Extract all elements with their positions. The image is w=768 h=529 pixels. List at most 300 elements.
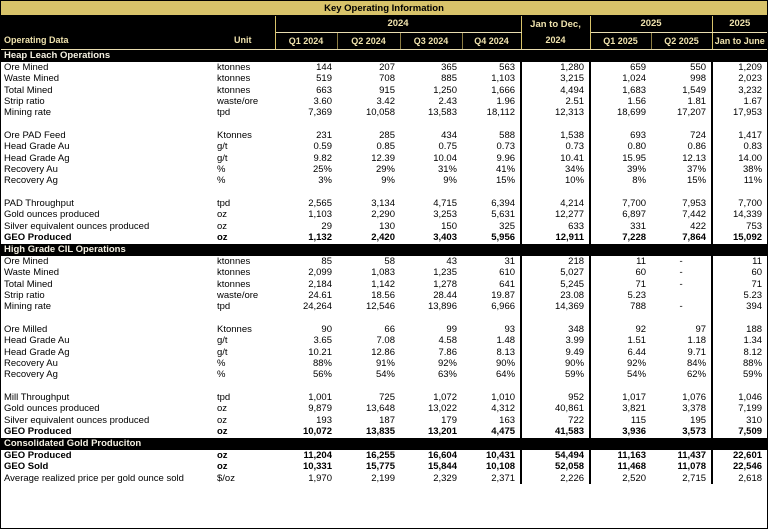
value-cell: 0.75 [438,141,457,153]
value-cell: 11,163 [617,450,647,461]
value-cell: 3,378 [651,403,712,414]
value-cell: 31 [462,256,521,267]
value-cell: 90 [321,324,332,336]
row-unit: g/t [217,346,228,358]
value-cell: 10,108 [462,461,521,472]
row-label: Recovery Au [4,358,58,370]
value-cell [712,381,767,392]
value-cell: 365 [441,62,457,73]
value-cell: 99 [446,324,457,336]
value-cell: 3,936 [622,426,647,438]
header-spacer [1,16,275,32]
value-cell: 39% [627,164,647,176]
value-cell: 310 [746,414,763,426]
value-cell: 66 [384,324,395,336]
value-cell: 325 [462,221,521,232]
table-row [1,256,767,267]
value-cell: 10% [521,175,590,186]
value-cell: 1.34 [743,335,763,347]
value-cell: 5.23 [743,290,763,302]
value-cell: 2,099 [308,267,332,279]
table-row [1,279,767,290]
value-cell: 41,583 [521,426,590,437]
value-cell: 218 [521,256,590,267]
value-cell: 9% [443,175,457,187]
value-cell: 1,549 [651,85,712,96]
value-cell: 1.81 [651,96,712,107]
row-unit: tpd [217,107,231,119]
value-cell: 563 [462,62,521,73]
value-cell: 0.80 [627,141,647,153]
row-unit: oz [217,450,228,461]
value-cell: 722 [521,415,590,426]
row-label: Silver equivalent ounces produced [4,220,150,232]
row-label: GEO Produced [4,450,72,461]
value-cell: 1,072 [433,392,457,404]
value-cell: 3,232 [738,84,763,96]
table-row [1,301,767,312]
value-cell: 60 [635,267,647,279]
table-row [1,130,767,141]
value-cell: 7,199 [738,403,763,415]
value-cell: 10.41 [521,153,590,164]
value-cell: 17,207 [651,107,712,118]
value-cell: 90% [462,358,521,369]
value-cell: 2,329 [433,472,457,484]
value-cell: 10,072 [302,426,332,438]
value-cell: 0.73 [462,141,521,152]
value-cell: 2,618 [738,472,763,484]
row-label: Head Grade Au [4,335,70,347]
row-label [1,119,211,130]
value-cell: 22,601 [732,450,763,461]
value-cell: 2,420 [371,232,395,244]
value-cell: 1,250 [433,84,457,96]
value-cell: 2.43 [438,96,457,108]
value-cell: 3.60 [313,96,332,108]
value-cell: 2.51 [521,96,590,107]
value-cell: 19.87 [462,290,521,301]
value-cell: 7,369 [308,107,332,119]
value-cell [275,119,337,130]
row-label [1,313,211,324]
value-cell: 3.65 [313,335,332,347]
row-unit: oz [217,403,228,415]
value-cell: 2,226 [521,473,590,484]
value-cell: 9% [381,175,395,187]
value-cell: 7,700 [622,198,647,210]
row-unit: % [217,358,226,370]
row-label: Mill Throughput [4,392,70,404]
value-cell: 16,255 [365,450,395,461]
row-unit: oz [217,426,228,438]
table-row [1,426,767,437]
value-cell: 5,956 [462,232,521,243]
value-cell: 1,103 [462,73,521,84]
table-row [1,73,767,84]
header-group-2024: 2024 [275,16,521,32]
value-cell: 195 [651,415,712,426]
value-cell: 6,897 [622,209,647,221]
table-row [1,164,767,175]
value-cell: 1,010 [462,392,521,403]
value-cell: 8% [632,175,647,187]
value-cell: 659 [630,62,647,73]
value-cell: 22,546 [732,461,763,473]
value-cell [651,187,712,198]
value-cell: 24,264 [302,301,332,313]
table-row [1,392,767,403]
section-title: Heap Leach Operations [1,49,767,62]
value-cell: 915 [379,84,395,96]
value-cell: 3,821 [622,403,647,415]
value-cell: 88% [743,358,763,370]
value-cell [712,187,767,198]
value-cell: 97 [651,324,712,335]
row-unit: Ktonnes [217,130,252,142]
row-unit: Ktonnes [217,324,252,336]
value-cell: 13,835 [365,426,395,438]
table-row [1,267,767,278]
value-cell: 11,078 [651,461,712,472]
value-cell [400,187,462,198]
value-cell: 348 [521,324,590,335]
table-row [1,153,767,164]
value-cell: 64% [462,369,521,380]
row-label: Total Mined [4,278,53,290]
table-row [1,198,767,209]
row-unit [211,119,275,130]
value-cell: 4.58 [438,335,457,347]
row-label: Ore Mined [4,62,49,73]
section-title: Consolidated Gold Produciton [1,438,767,451]
value-cell: 2,290 [371,209,395,221]
row-label: PAD Throughput [4,198,74,210]
row-unit: waste/ore [217,290,259,302]
value-cell: - [651,279,712,290]
value-cell: 1,046 [738,392,763,404]
value-cell: 54,494 [521,450,590,461]
value-cell: 1,083 [371,267,395,279]
column-header-q2-2025: Q2 2025 [651,32,712,49]
value-cell: 40,861 [521,403,590,414]
row-label: Strip ratio [4,290,45,302]
value-cell: 1,209 [738,62,763,73]
value-cell: 71 [751,278,763,290]
value-cell: 10.04 [433,152,457,164]
value-cell: 63% [437,369,457,381]
value-cell: 998 [651,73,712,84]
value-cell: 1,683 [622,84,647,96]
value-cell: 285 [379,130,395,142]
value-cell: 1.56 [627,96,647,108]
table-row [1,335,767,346]
value-cell: 18,699 [616,107,647,119]
value-cell: 550 [651,62,712,73]
value-cell: 115 [630,414,647,426]
spacer-row [1,187,767,198]
value-cell: 7,700 [738,198,763,210]
value-cell: 753 [746,220,763,232]
header-jan-to-dec-line1: Jan to Dec, [521,16,590,32]
value-cell: 9.49 [521,347,590,358]
table-row [1,473,767,484]
value-cell [337,119,400,130]
value-cell [462,313,521,324]
value-cell: 24.61 [308,290,332,302]
value-cell: 2,371 [462,473,521,484]
row-label: Recovery Ag [4,369,58,381]
value-cell: 3,573 [651,426,712,437]
value-cell: 179 [441,414,457,426]
row-label: Gold ounces produced [4,403,100,415]
value-cell: 3,253 [433,209,457,221]
value-cell [337,381,400,392]
value-cell: 610 [462,267,521,278]
value-cell: 84% [651,358,712,369]
table-row [1,141,767,152]
value-cell: 60 [751,267,763,279]
value-cell [590,187,651,198]
value-cell: 5,631 [462,209,521,220]
value-cell: 54% [627,369,647,381]
header-columns-row [1,32,767,49]
page-title: Key Operating Information [324,2,444,14]
table-row [1,347,767,358]
table-row [1,290,767,301]
value-cell: 15,844 [427,461,457,473]
row-label: Ore Mined [4,256,49,267]
value-cell: 1,142 [371,278,395,290]
value-cell: 14,339 [732,209,763,221]
value-cell: 724 [651,130,712,141]
table-row [1,461,767,472]
value-cell: 1,017 [622,392,647,404]
value-cell: 15.95 [622,152,647,164]
row-unit: tpd [217,301,231,313]
section-header-row [1,438,767,451]
value-cell [590,313,651,324]
value-cell [275,313,337,324]
value-cell: 1,076 [651,392,712,403]
value-cell: - [651,256,712,267]
row-unit: g/t [217,152,228,164]
value-cell [651,119,712,130]
value-cell: 92% [627,358,647,370]
value-cell: 90% [521,358,590,369]
value-cell: 144 [316,62,332,73]
header-jan-to-june-line1: 2025 [712,16,767,32]
table-row [1,107,767,118]
value-cell: 1,132 [308,232,332,244]
table-row [1,62,767,73]
value-cell: 0.59 [313,141,332,153]
value-cell: 88% [312,358,332,370]
row-label: GEO Sold [4,461,49,473]
value-cell [400,119,462,130]
row-label: Mining rate [4,301,51,313]
value-cell: 92% [437,358,457,370]
value-cell: 13,022 [427,403,457,415]
value-cell [521,381,590,392]
value-cell: 14,369 [521,301,590,312]
value-cell: 59% [743,369,763,381]
value-cell: 788 [630,301,647,313]
value-cell: 6.44 [627,346,647,358]
value-cell: 85 [321,256,332,267]
value-cell: 725 [379,392,395,404]
value-cell: 519 [316,73,332,85]
row-label: Silver equivalent ounces produced [4,414,150,426]
value-cell: 207 [379,62,395,73]
table-body [1,49,767,484]
value-cell: 23.08 [521,290,590,301]
spacer-row [1,313,767,324]
row-unit: oz [217,232,228,244]
key-operating-table [1,16,767,484]
value-cell [590,119,651,130]
value-cell: 15% [462,175,521,186]
table-row [1,175,767,186]
value-cell: 3,134 [371,198,395,210]
value-cell: - [651,267,712,278]
row-unit: waste/ore [217,96,259,108]
section-header-row [1,244,767,257]
row-unit: oz [217,414,228,426]
value-cell: 10,431 [462,450,521,461]
value-cell: 11 [752,256,763,267]
row-label: Waste Mined [4,73,60,85]
table-row [1,96,767,107]
value-cell: 2,520 [622,472,647,484]
value-cell: 4,715 [433,198,457,210]
value-cell: 0.83 [743,141,763,153]
row-label: Head Grade Ag [4,346,70,358]
value-cell: 13,201 [427,426,457,438]
value-cell: 1,280 [521,62,590,73]
column-header-jan-to-dec-line2: 2024 [521,32,590,49]
value-cell: 1,024 [622,73,647,85]
table-row [1,221,767,232]
value-cell: 7.86 [438,346,457,358]
value-cell: 10,058 [365,107,395,119]
table-row [1,358,767,369]
row-label: Head Grade Ag [4,152,70,164]
value-cell: 11,204 [303,450,332,461]
value-cell: 38% [743,164,763,176]
title-band [1,1,767,16]
value-cell: 59% [521,369,590,380]
row-label: Head Grade Au [4,141,70,153]
row-label [1,187,211,198]
value-cell: 15,775 [365,461,395,473]
value-cell: 11,468 [617,461,647,473]
value-cell: 13,648 [365,403,395,415]
value-cell: 7,953 [651,198,712,209]
row-unit: oz [217,209,228,221]
value-cell: 1,970 [308,472,332,484]
value-cell: 1,235 [433,267,457,279]
row-unit: g/t [217,141,228,153]
value-cell: 663 [316,84,332,96]
value-cell: 4,475 [462,426,521,437]
table-row [1,450,767,461]
value-cell: 37% [651,164,712,175]
row-unit [211,313,275,324]
value-cell [275,187,337,198]
value-cell: 7,864 [651,232,712,243]
value-cell: 434 [441,130,457,142]
row-unit: % [217,175,226,187]
column-header-q2-2024: Q2 2024 [337,32,400,49]
row-label: Gold ounces produced [4,209,100,221]
column-header-q1-2025: Q1 2025 [590,32,651,49]
row-unit: ktonnes [217,73,251,85]
row-unit: $/oz [217,472,235,484]
value-cell: 1.96 [462,96,521,107]
value-cell: 1.67 [743,96,763,108]
value-cell: 29% [375,164,395,176]
spacer-row [1,119,767,130]
value-cell: 422 [651,221,712,232]
row-unit: tpd [217,392,231,404]
value-cell: 58 [384,256,395,267]
value-cell: 6,394 [462,198,521,209]
value-cell: 8.12 [743,346,763,358]
row-label: Average realized price per gold ounce sold [4,472,184,484]
value-cell: 54% [375,369,395,381]
value-cell: 5,027 [521,267,590,278]
value-cell [651,381,712,392]
value-cell: 4,494 [521,85,590,96]
value-cell: 1,278 [433,278,457,290]
value-cell: 693 [630,130,647,142]
row-unit: ktonnes [217,84,251,96]
value-cell: 1,001 [308,392,332,404]
value-cell: 0.85 [376,141,395,153]
value-cell: 17,953 [732,107,763,119]
value-cell: 56% [312,369,332,381]
value-cell: 641 [462,279,521,290]
value-cell: 7,442 [651,209,712,220]
value-cell: 14.00 [738,152,763,164]
row-unit [211,381,275,392]
value-cell: 15,092 [732,232,763,244]
value-cell: 5,245 [521,279,590,290]
value-cell [712,119,767,130]
value-cell: 8.13 [462,347,521,358]
value-cell: 25% [312,164,332,176]
value-cell: 9,879 [308,403,332,415]
value-cell: 12,911 [521,232,590,243]
value-cell: 5.23 [627,290,647,302]
row-label: Mining rate [4,107,51,119]
value-cell: 1,538 [521,130,590,141]
value-cell: 0.86 [651,141,712,152]
value-cell [521,119,590,130]
value-cell: 18,112 [462,107,521,118]
value-cell: 2,715 [651,473,712,484]
value-cell: 2,184 [308,278,332,290]
value-cell: 1.48 [462,335,521,346]
value-cell: 43 [446,256,457,267]
value-cell: 52,058 [521,461,590,472]
value-cell: 4,214 [521,198,590,209]
value-cell: 4,312 [462,403,521,414]
row-label: GEO Produced [4,232,72,244]
value-cell [590,381,651,392]
row-label: Strip ratio [4,96,45,108]
